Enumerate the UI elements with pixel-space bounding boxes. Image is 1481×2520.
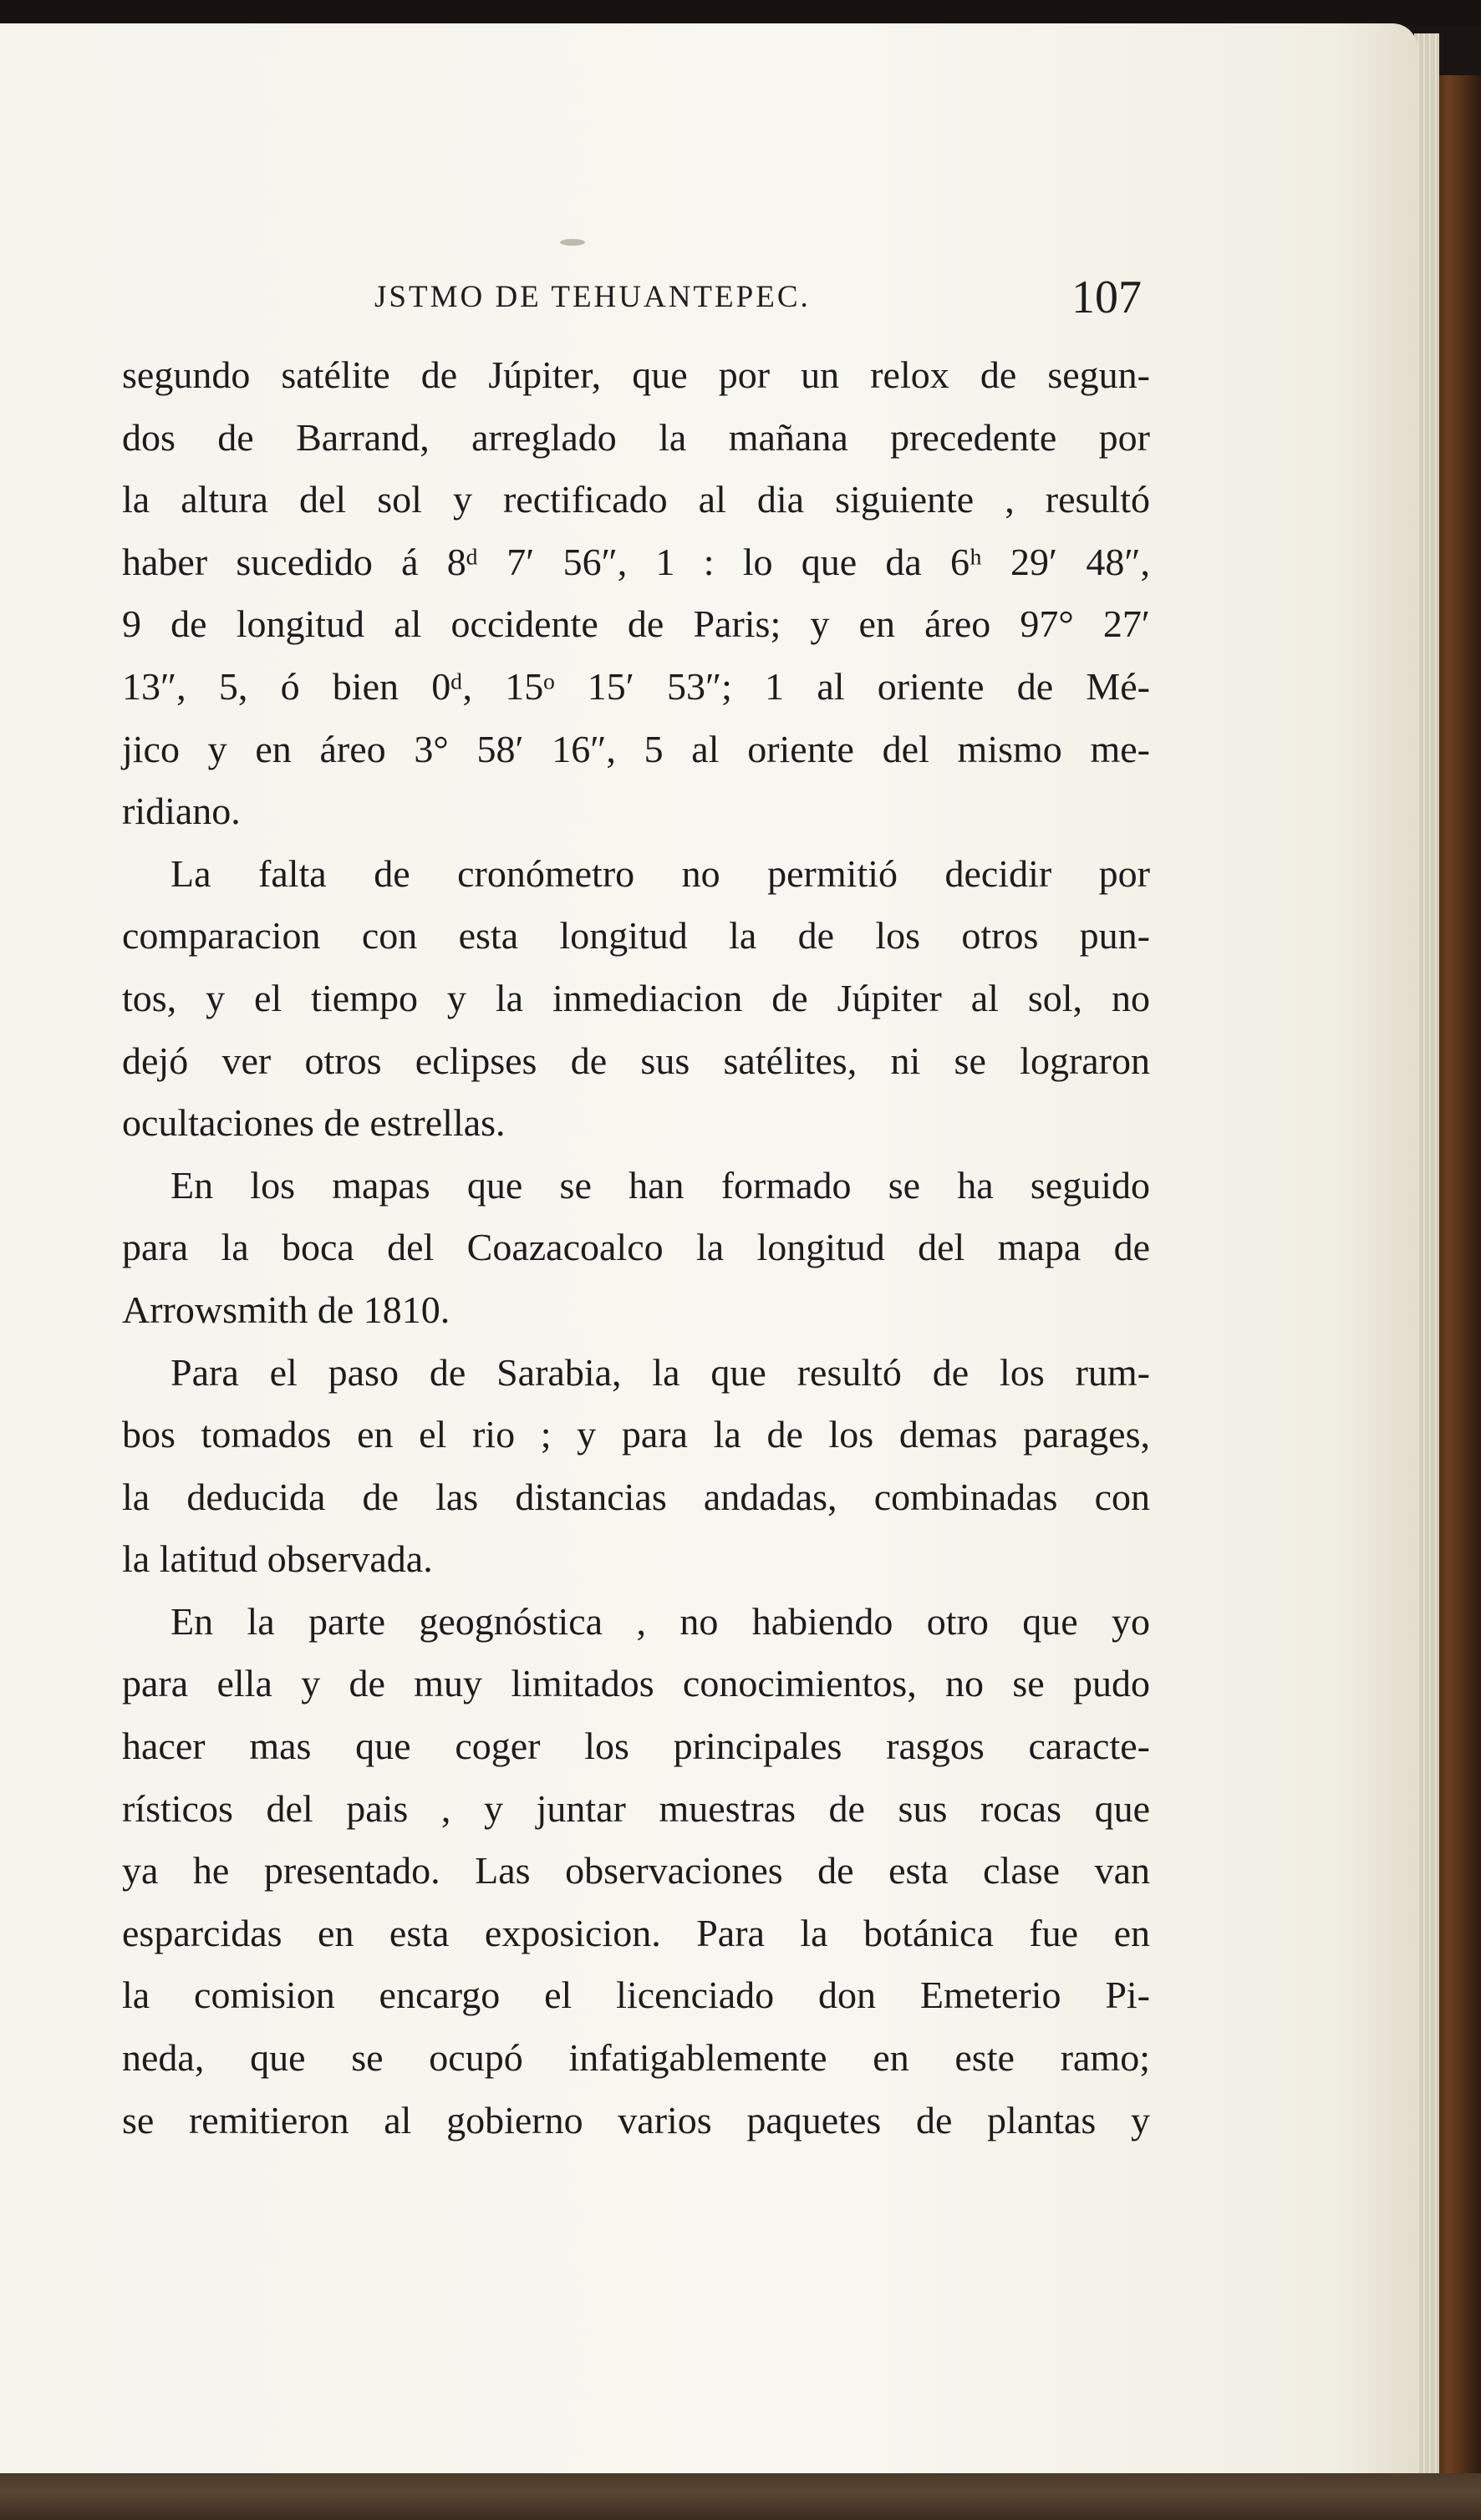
top-shadow-edge: [0, 0, 1481, 25]
text-line: esparcidas en esta exposicion. Para la botánica fue en: [122, 1911, 1150, 1954]
text-line: ocultaciones de estrellas.: [122, 1101, 506, 1145]
text-line: dos de Barrand, arreglado la mañana precedente por: [122, 415, 1150, 459]
text-line: ridiano.: [122, 790, 241, 833]
text-line: la comision encargo el licenciado don Emeterio Pi-: [122, 1974, 1150, 2017]
text-line: jico y en áreo 3° 58′ 16″, 5 al oriente del mismo me-: [122, 727, 1150, 770]
text-line: la latitud observada.: [122, 1537, 433, 1581]
text-line: dejó ver otros eclipses de sus satélites, ni se lograron: [122, 1039, 1150, 1082]
text-line: para ella y de muy limitados conocimientos, no se pudo: [122, 1662, 1150, 1705]
running-header: JSTMO DE TEHUANTEPEC.: [374, 280, 811, 314]
text-line: bos tomados en el rio ; y para la de los demas parages,: [122, 1413, 1150, 1456]
text-line: 13″, 5, ó bien 0ᵈ, 15ᵒ 15′ 53″; 1 al oriente de Mé-: [122, 664, 1150, 708]
text-line: segundo satélite de Júpiter, que por un relox de segun-: [122, 353, 1150, 396]
ink-smudge: [560, 239, 585, 246]
text-line: se remitieron al gobierno varios paquetes de plantas y: [122, 2098, 1150, 2141]
text-line: haber sucedido á 8ᵈ 7′ 56″, 1 : lo que da 6ʰ 29′ 48″,: [122, 540, 1150, 583]
page-number: 107: [1071, 272, 1142, 323]
text-line: rísticos del pais , y juntar muestras de sus rocas que: [122, 1786, 1150, 1830]
book-page: [0, 23, 1417, 2473]
text-line: la altura del sol y rectificado al dia siguiente , resultó: [122, 478, 1150, 521]
paragraph-start-line: Para el paso de Sarabia, la que resultó de los rum-: [170, 1350, 1150, 1394]
paragraph-start-line: En la parte geognóstica , no habiendo otro que yo: [170, 1599, 1150, 1643]
text-line: 9 de longitud al occidente de Paris; y en áreo 97° 27′: [122, 602, 1150, 646]
text-line: ya he presentado. Las observaciones de esta clase van: [122, 1849, 1150, 1893]
text-line: para la boca del Coazacoalco la longitud del mapa de: [122, 1226, 1150, 1269]
text-line: la deducida de las distancias andadas, combinadas con: [122, 1475, 1150, 1518]
paragraph-start-line: En los mapas que se han formado se ha seguido: [170, 1163, 1150, 1207]
bottom-shadow-edge: [0, 2473, 1481, 2520]
paragraph-start-line: La falta de cronómetro no permitió decidir por: [170, 851, 1150, 895]
text-line: neda, que se ocupó infatigablemente en este ramo;: [122, 2036, 1150, 2080]
text-line: Arrowsmith de 1810.: [122, 1288, 450, 1331]
body-text: [122, 344, 1150, 2152]
text-line: tos, y el tiempo y la inmediacion de Júpiter al sol, no: [122, 976, 1150, 1019]
text-line: hacer mas que coger los principales rasgos caracte-: [122, 1725, 1150, 1768]
text-line: comparacion con esta longitud la de los otros pun-: [122, 914, 1150, 958]
page-edges: [1414, 33, 1439, 2482]
